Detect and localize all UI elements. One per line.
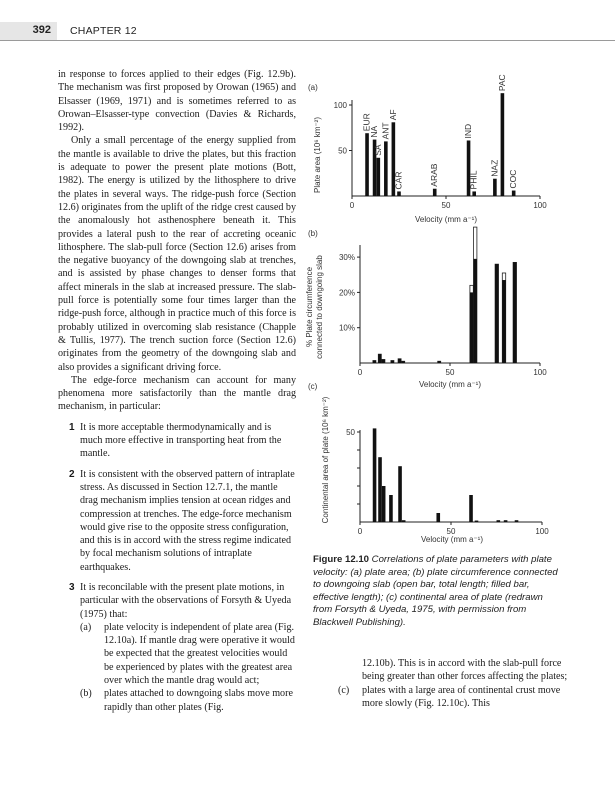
bar-eur (365, 133, 369, 196)
x-axis-label: Velocity (mm a⁻¹) (418, 380, 482, 389)
list-item (58, 581, 296, 714)
bar-label: PAC (496, 74, 507, 92)
sub-list (80, 621, 296, 714)
sub-list-label: (b) (80, 688, 92, 700)
x-tick-label: 100 (535, 527, 549, 536)
filled-bar (398, 359, 401, 363)
y-axis-label: Plate area (10⁶ km⁻²) (313, 117, 322, 193)
x-tick-label: 100 (533, 368, 547, 377)
bar-phil (472, 191, 476, 196)
left-column (58, 68, 296, 721)
sub-list-item (80, 687, 296, 714)
y-tick-label: 30% (338, 253, 355, 263)
x-tick-label: 0 (357, 527, 363, 536)
bar (436, 513, 440, 522)
list-item (58, 468, 296, 574)
y-axis-label-line2: connected to downgoing slab (315, 255, 324, 359)
panel-b (305, 227, 547, 389)
bar-sa (377, 158, 381, 196)
caption-label: Figure 12.10 (313, 554, 369, 565)
bar-label: EUR (361, 113, 372, 132)
filled-bar (513, 262, 516, 363)
panel-c (308, 382, 549, 544)
bar-label: ARAB (429, 163, 440, 187)
continuation-text: 12.10b). This is in accord with the slab-pull force being greater than other forces affecting the plates; (362, 658, 568, 683)
y-axis-label-line1: % Plate circumference (305, 266, 314, 348)
bar (515, 520, 519, 522)
filled-bar (382, 359, 385, 363)
bar (469, 495, 473, 522)
right-column-text (338, 657, 576, 710)
bar-label: IND (463, 123, 474, 139)
figure-12-10 (300, 60, 560, 550)
bar (373, 428, 377, 522)
paragraph: in response to forces applied to their edges (Fig. 12.9b). The mechanism was first proposed by Orowan (1965) and Elsasser (1969, 1971) and is sometimes referred to as Orowan–Elsasser-type convection (Davies & Richards, 1992). (58, 69, 296, 134)
list-number: 3 (69, 581, 75, 593)
bar-label: NA (369, 125, 380, 138)
x-tick-label: 0 (349, 201, 355, 210)
panel-label: (b) (308, 229, 318, 238)
y-tick-label: 50 (338, 146, 347, 156)
bar-ant (384, 141, 388, 196)
bar-label: SA (372, 144, 383, 156)
filled-bar (373, 361, 376, 363)
bar-label: ANT (380, 122, 391, 140)
sub-list-label: (c) (338, 684, 350, 696)
paragraph: The edge-force mechanism can account for many phenomena more satisfactorily than the mantle drag mechanism, in particular: (58, 374, 296, 413)
sub-list-text: plate velocity is independent of plate area (Fig. 12.10a). If mantle drag were operative it would be expected that the greatest velocities would be experienced by plates with the greatest area over which the mantle drag would act; (104, 621, 295, 687)
panel-a (308, 74, 547, 224)
filled-bar (391, 361, 394, 363)
caption-text: Correlations of plate parameters with plate velocity: (a) plate area; (b) plate circumference connected to downgoing slab (open bar, total length; filled bar, effective length); (c) continental area of plate (redrawn from Forsyth & Uyeda, 1975, with permission from Blackwell Publishing). (313, 554, 558, 628)
bar-pac (501, 93, 505, 196)
list-number: 1 (69, 421, 75, 433)
list-text: It is consistent with the observed pattern of intraplate stress. As discussed in Section 12.7.1, the mantle drag mechanism implies tension at ocean ridges and compression at trenches. The edge-force mechanism would give rise to the opposite stress configuration, and this is in accord with the stress regime indicated by focal mechanism solutions of intraplate earthquakes. (80, 468, 295, 573)
bar-label: AF (387, 109, 398, 121)
bar-arab (433, 189, 437, 196)
x-tick-label: 0 (357, 368, 363, 377)
filled-bar (470, 292, 473, 363)
paragraph: Only a small percentage of the energy supplied from the mantle is available to drive the plates, but this fraction is adequate to power the present plate motions (Bott, 1982). The energy is utilized by the lithosphere to drive the plates in several ways. The ridge-push force (Section 12.6) originates from the uplift of the ridge crest caused by the anomalously hot asthenosphere beneath it. This provides a lateral push to the rear of accreting oceanic lithosphere. The slab-pull force (Section 12.6) arises from the negative buoyancy of the downgoing slab at trenches, and is assisted by phase changes to denser forms that affect minerals in the slab at increased pressure. The slab-pull force is potentially some four times larger than the ridge-push force, although in practice much of this force is probably utilized in overcoming slab resistance (Chapple & Tullis, 1977). The trench suction force (Section 12.6) originates from the geometry of the downgoing slab and also provides a significant driving force. (58, 135, 296, 373)
bar-label: CAR (393, 171, 404, 190)
bar (475, 521, 479, 523)
x-axis-label: Velocity (mm a⁻¹) (420, 535, 484, 544)
bar (378, 457, 382, 522)
filled-bar (495, 264, 498, 363)
bar (382, 486, 386, 522)
bar-car (397, 191, 401, 196)
x-tick-label: 50 (445, 368, 455, 377)
list-number: 2 (69, 468, 75, 480)
page-number-box (0, 22, 57, 40)
sub-list-text: plates with a large area of continental crust move more slowly (Fig. 12.10c). This (362, 684, 561, 709)
bar-label: PHIL (468, 170, 479, 190)
x-tick-label: 50 (446, 527, 456, 536)
panel-label: (c) (308, 382, 318, 391)
sub-list-item (338, 684, 576, 711)
panel-label: (a) (308, 83, 318, 92)
bar-naz (493, 179, 497, 196)
chapter-title: CHAPTER 12 (70, 25, 137, 37)
bar (402, 520, 406, 522)
filled-bar (474, 259, 477, 363)
bar-label: COC (508, 169, 519, 189)
list-text: It is more acceptable thermodynamically and is much more effective in transporting heat from the mantle. (80, 421, 282, 460)
y-tick-label: 10% (338, 323, 355, 333)
numbered-list (58, 421, 296, 714)
filled-bar (378, 354, 381, 363)
figure-caption (313, 554, 558, 630)
y-tick-label: 100 (333, 101, 347, 110)
bar (389, 495, 393, 522)
page-number: 392 (32, 24, 51, 36)
sub-list-item (80, 621, 296, 687)
bar-label: NAZ (489, 159, 500, 177)
y-tick-label: 20% (338, 288, 355, 298)
x-tick-label: 50 (441, 201, 451, 210)
running-header (0, 22, 615, 41)
y-axis-label: Continental area of plate (10⁶ km⁻²) (321, 396, 330, 524)
list-item (58, 421, 296, 461)
bar-coc (512, 191, 516, 196)
bar (504, 520, 508, 522)
y-tick-label: 50 (346, 428, 355, 437)
bar (497, 520, 501, 522)
filled-bar (502, 280, 505, 363)
x-axis-label: Velocity (mm a⁻¹) (414, 215, 478, 224)
sub-list-text: plates attached to downgoing slabs move more rapidly than other plates (Fig. (104, 688, 293, 713)
sub-list-label: (a) (80, 621, 92, 633)
filled-bar (402, 361, 405, 363)
list-text: It is reconcilable with the present plate motions, in particular with the observations of Forsyth & Uyeda (1975) that: (80, 581, 292, 620)
x-tick-label: 100 (533, 201, 547, 210)
filled-bar (438, 361, 441, 363)
bar (398, 466, 402, 522)
